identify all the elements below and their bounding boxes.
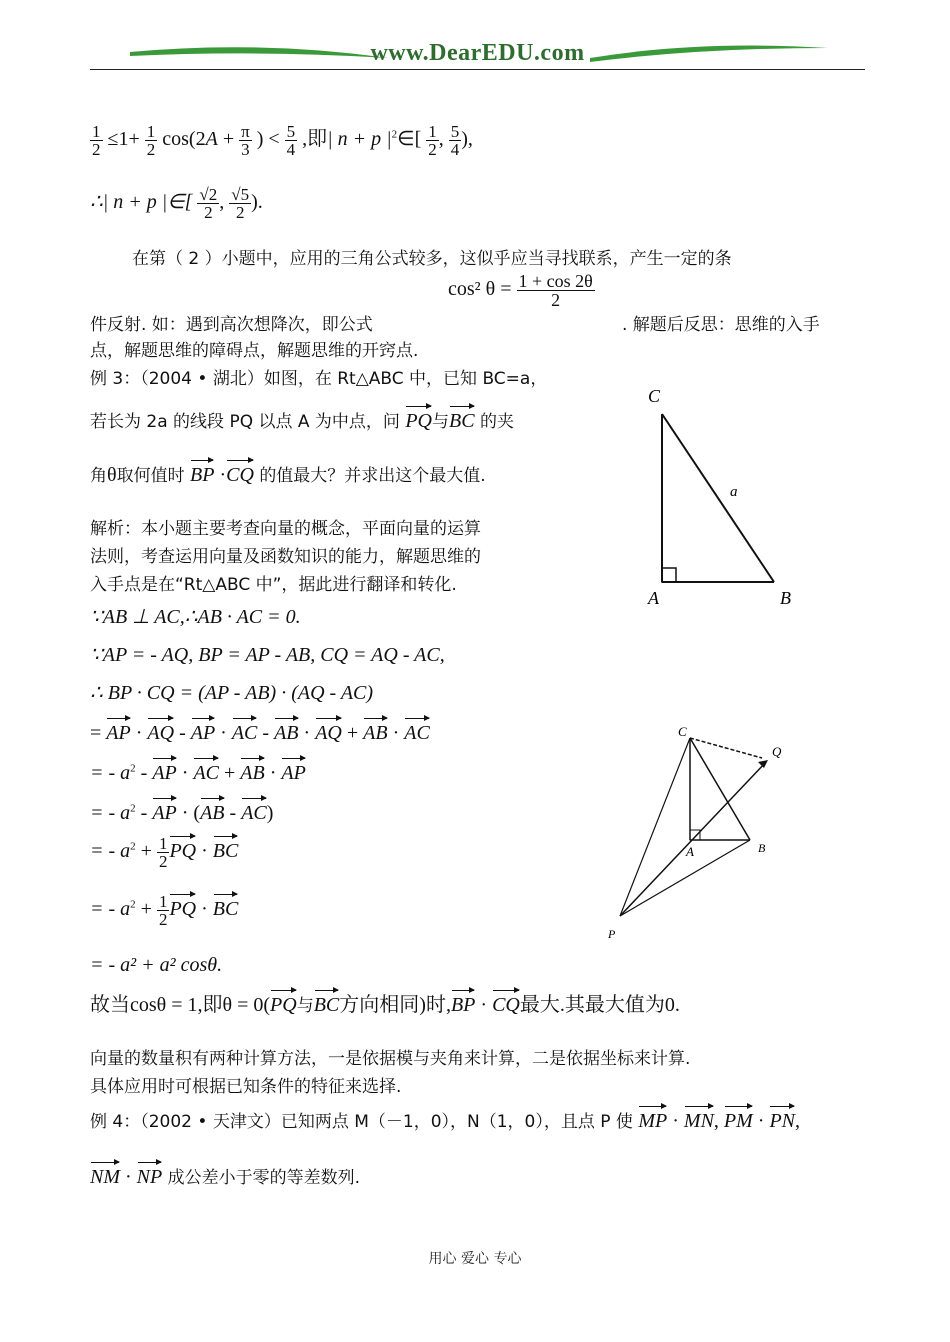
page-header: [90, 38, 865, 70]
vector-pn: PN: [769, 1104, 795, 1133]
vector: AC: [241, 796, 267, 825]
vector: AP: [106, 716, 130, 745]
vector: PQ: [270, 988, 297, 1017]
vector: AP: [191, 716, 215, 745]
vector-mp: MP: [638, 1104, 667, 1133]
figure-vectors: [600, 720, 800, 945]
vector: CQ: [492, 988, 520, 1017]
vector-bp: BP: [190, 458, 214, 487]
text: 取何值时: [116, 466, 185, 486]
vector: AB: [240, 756, 264, 785]
vector-np: NP: [137, 1160, 163, 1189]
vector-cq: CQ: [226, 458, 254, 487]
vector: AB: [274, 716, 298, 745]
vector: BC: [213, 834, 239, 863]
vector: AP: [152, 796, 176, 825]
vector-pm: PM: [724, 1104, 753, 1133]
exponent: 2: [391, 128, 398, 141]
text: 的夹: [479, 412, 514, 432]
label-A: A: [686, 844, 694, 859]
derivation-line9: [90, 954, 222, 977]
vector: AP: [281, 756, 305, 785]
text: 与: [432, 412, 449, 432]
vector: BC: [314, 988, 340, 1017]
label-B: B: [780, 588, 791, 608]
text: 角: [90, 466, 107, 486]
example3-line3: [90, 458, 486, 487]
fraction: $\frac{1}{2}$: [146, 121, 156, 159]
text: ),: [461, 128, 473, 150]
vector: AC: [193, 756, 219, 785]
analysis-line3: 入手点是在“Rt△ABC 中”，据此进行翻译和转化.: [90, 575, 457, 595]
example3-line2: [90, 404, 514, 433]
vector-expr: | n + p |: [327, 128, 392, 150]
text: = - a² + a² cosθ.: [90, 954, 223, 976]
vector: AP: [152, 756, 176, 785]
example4-line2: NM · NP 成公差小于零的等差数列.: [90, 1160, 360, 1189]
vector: AB: [363, 716, 387, 745]
vector: PQ: [169, 892, 196, 921]
text: 例 4：（2002 • 天津文）已知两点 M（－1，0），N（1，0），且点 P 使: [90, 1112, 633, 1132]
vector: AC: [404, 716, 430, 745]
cos-formula: [448, 272, 595, 309]
vector-mn: MN: [684, 1104, 714, 1133]
derivation-line5: = - $a^2$ - AP · AC + AB · AP: [90, 756, 306, 785]
label-P: P: [608, 927, 616, 941]
label-C: C: [648, 386, 661, 406]
dot: ·: [219, 464, 227, 486]
example3-line1: 例 3：（2004 • 湖北）如图，在 Rt△ABC 中，已知 BC=a，: [90, 369, 548, 389]
text: cos(2: [162, 128, 206, 150]
para2-line2: 具体应用时可根据已知条件的特征来选择.: [90, 1077, 402, 1097]
page-footer: 用心 爱心 专心: [428, 1251, 522, 1267]
fraction: $\frac{\pi}{3}$: [241, 121, 250, 159]
label-C: C: [678, 724, 687, 739]
derivation-line7: = - $a^2$ + $\frac{1}{2}$ PQ · BC: [90, 833, 239, 871]
theta: θ: [107, 464, 117, 486]
vector: BC: [213, 892, 239, 921]
label-A: A: [648, 588, 659, 608]
fraction: $\frac{5}{4}$: [450, 121, 460, 159]
text: ≤1+: [107, 128, 140, 150]
fraction: $\frac{5}{4}$: [286, 121, 296, 159]
para1-line3: 点，解题思维的障碍点，解题思维的开窍点.: [90, 341, 419, 361]
text: 的值最大？并求出这个最大值.: [259, 466, 486, 486]
conclusion-line: 故当cosθ = 1,即θ = 0(PQ与BC方向相同)时,BP · CQ最大.其最大值为0.: [90, 988, 680, 1017]
vector: AQ: [315, 716, 342, 745]
formula-line-2: ∴| n + p |∈[ $\frac{√2}{2}$ , $\frac{√5}{2}$ ).: [90, 185, 263, 222]
site-logo: www.DearEDU.com: [370, 40, 585, 66]
fraction: $\frac{1}{2}$: [92, 121, 101, 159]
vector: AC: [232, 716, 258, 745]
vector-bc: BC: [449, 404, 475, 433]
label-a: a: [730, 484, 738, 500]
formula-line-1: $\frac{1}{2}$ ≤1+ $\frac{1}{2}$ cos(2A + $\frac{\pi}{3}$ ) < $\frac{5}{4}$ ,即| n + p $|^2\in$[ $\frac{1}{2}$ , $\frac{5}{4}$ ),: [92, 121, 473, 159]
vector: AB: [200, 796, 224, 825]
fraction: $\frac{√2}{2}$: [199, 185, 218, 222]
text: ,即: [302, 128, 328, 150]
analysis-line2: 法则，考查运用向量及函数知识的能力，解题思维的: [90, 547, 481, 567]
text: +: [222, 128, 235, 150]
para1-line2b: . 解题后反思：思维的入手: [622, 315, 820, 335]
vector: BP: [451, 988, 475, 1017]
text: ).: [251, 191, 263, 214]
fraction: $\frac{1}{2}$: [158, 833, 168, 871]
vector-pq: PQ: [405, 404, 432, 433]
derivation-line2: [90, 642, 445, 667]
text: ∴ BP · CQ = (AP - AB) · (AQ - AC): [90, 682, 374, 704]
derivation-line8: = - $a^2$ + $\frac{1}{2}$ PQ · BC: [90, 891, 239, 929]
para1-line1: 在第（ 2 ）小题中，应用的三角公式较多，这似乎应当寻找联系，产生一定的条: [132, 249, 732, 269]
fraction: $\frac{1 + \cos 2\theta}{2}$: [518, 271, 593, 310]
text: 成公差小于零的等差数列.: [167, 1168, 361, 1188]
text: ∵AP = - AQ, BP = AP - AB, CQ = AQ - AC,: [90, 644, 445, 666]
derivation-line3: [90, 680, 373, 705]
derivation-line4: = AP · AQ - AP · AC - AB · AQ + AB · AC: [90, 716, 430, 745]
label-B: B: [758, 841, 766, 855]
figure-right-triangle: [640, 380, 810, 610]
derivation-line6: = - $a^2$ - AP · (AB - AC): [90, 796, 273, 825]
right-swoosh-decoration: [590, 42, 830, 64]
var: A: [205, 128, 218, 150]
text: ∴| n + p |∈[: [90, 191, 193, 214]
text: ∵AB ⊥ AC,∴AB · AC = 0.: [90, 606, 301, 628]
vector: AQ: [147, 716, 174, 745]
text: cos² θ =: [448, 278, 512, 301]
fraction: $\frac{1}{2}$: [158, 891, 168, 929]
fraction: $\frac{1}{2}$: [428, 121, 437, 159]
analysis-line1: 解析：本小题主要考查向量的概念，平面向量的运算: [90, 519, 481, 539]
para1-line2a: 件反射. 如：遇到高次想降次，即公式: [90, 315, 373, 335]
fraction: $\frac{√5}{2}$: [231, 185, 250, 222]
text: ∈[: [397, 128, 422, 150]
example4-line1: 例 4：（2002 • 天津文）已知两点 M（－1，0），N（1，0），且点 P 使 MP · MN, PM · PN,: [90, 1104, 800, 1133]
text: ) <: [256, 128, 280, 150]
header-rule: [90, 69, 865, 70]
vector-nm: NM: [90, 1160, 120, 1189]
para2-line1: 向量的数量积有两种计算方法，一是依据模与夹角来计算，二是依据坐标来计算.: [90, 1049, 691, 1069]
text: 若长为 2a 的线段 PQ 以点 A 为中点，问: [90, 412, 400, 432]
label-Q: Q: [772, 744, 782, 759]
derivation-line1: [90, 604, 301, 629]
vector: PQ: [169, 834, 196, 863]
